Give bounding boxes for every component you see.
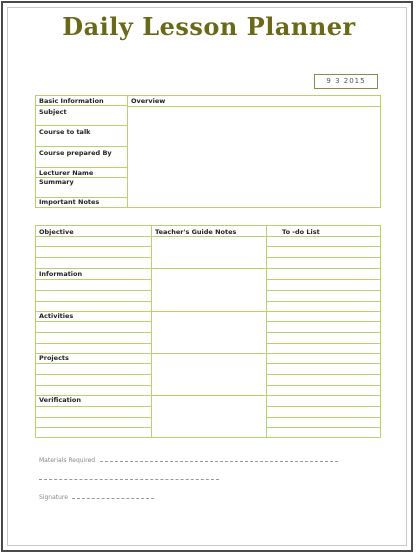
section-label-projects: Projects xyxy=(39,354,69,362)
materials-required-line[interactable] xyxy=(100,461,338,462)
row-divider xyxy=(36,301,151,302)
row-divider xyxy=(266,363,380,364)
section-divider xyxy=(36,353,380,354)
row-divider xyxy=(36,374,151,375)
row-divider xyxy=(266,332,380,333)
section-divider xyxy=(36,311,380,312)
date-field[interactable]: 9 3 2015 xyxy=(314,74,378,89)
row-divider xyxy=(266,246,380,247)
row-divider xyxy=(36,321,151,322)
row-divider xyxy=(266,279,380,280)
overview-area[interactable] xyxy=(128,96,380,207)
row-divider xyxy=(266,321,380,322)
overview-header-row xyxy=(128,96,380,107)
signature-label: Signature xyxy=(39,494,68,501)
field-label-summary: Summary xyxy=(39,178,74,186)
lesson-plan-table xyxy=(35,225,381,438)
column-header-todo-list: To -do List xyxy=(282,228,320,236)
column-header-objective: Objective xyxy=(39,228,74,236)
row-divider xyxy=(36,236,380,237)
basic-info-header: Basic Information xyxy=(39,97,104,105)
row-divider xyxy=(36,427,151,428)
row-divider xyxy=(36,363,151,364)
row-divider xyxy=(266,427,380,428)
row-divider xyxy=(266,290,380,291)
field-label-course-prepared-by: Course prepared By xyxy=(39,149,112,157)
field-row-summary[interactable] xyxy=(36,178,127,198)
row-divider xyxy=(36,385,151,386)
field-row-important-notes[interactable] xyxy=(36,198,127,207)
row-divider xyxy=(36,279,151,280)
signature-line[interactable] xyxy=(72,498,154,499)
row-divider xyxy=(36,406,151,407)
section-label-information: Information xyxy=(39,270,83,278)
section-divider xyxy=(36,395,380,396)
basic-info-table xyxy=(35,95,381,208)
row-divider xyxy=(266,385,380,386)
section-divider xyxy=(36,268,380,269)
field-label-course-to-talk: Course to talk xyxy=(39,128,91,136)
field-row-course-prepared-by[interactable] xyxy=(36,147,127,168)
basic-info-header-row xyxy=(36,96,127,106)
row-divider xyxy=(266,257,380,258)
overview-header: Overview xyxy=(131,97,166,105)
column-divider xyxy=(151,226,152,437)
field-row-course-to-talk[interactable] xyxy=(36,126,127,147)
row-divider xyxy=(36,332,151,333)
row-divider xyxy=(266,417,380,418)
materials-required-line-2[interactable] xyxy=(39,479,219,480)
field-row-lecturer-name[interactable] xyxy=(36,168,127,178)
field-label-important-notes: Important Notes xyxy=(39,198,100,206)
row-divider xyxy=(266,343,380,344)
row-divider xyxy=(36,246,151,247)
row-divider xyxy=(266,301,380,302)
basic-info-labels xyxy=(36,96,128,207)
field-label-lecturer-name: Lecturer Name xyxy=(39,169,94,177)
section-label-verification: Verification xyxy=(39,396,82,404)
row-divider xyxy=(36,417,151,418)
field-label-subject: Subject xyxy=(39,108,67,116)
page-title: Daily Lesson Planner xyxy=(62,12,356,41)
field-row-subject[interactable] xyxy=(36,106,127,126)
row-divider xyxy=(266,374,380,375)
materials-required-label: Materials Required xyxy=(39,457,96,464)
section-label-activities: Activities xyxy=(39,312,74,320)
row-divider xyxy=(266,406,380,407)
row-divider xyxy=(36,343,151,344)
row-divider xyxy=(36,257,151,258)
column-header-teachers-guide-notes: Teacher's Guide Notes xyxy=(155,228,237,236)
row-divider xyxy=(36,290,151,291)
